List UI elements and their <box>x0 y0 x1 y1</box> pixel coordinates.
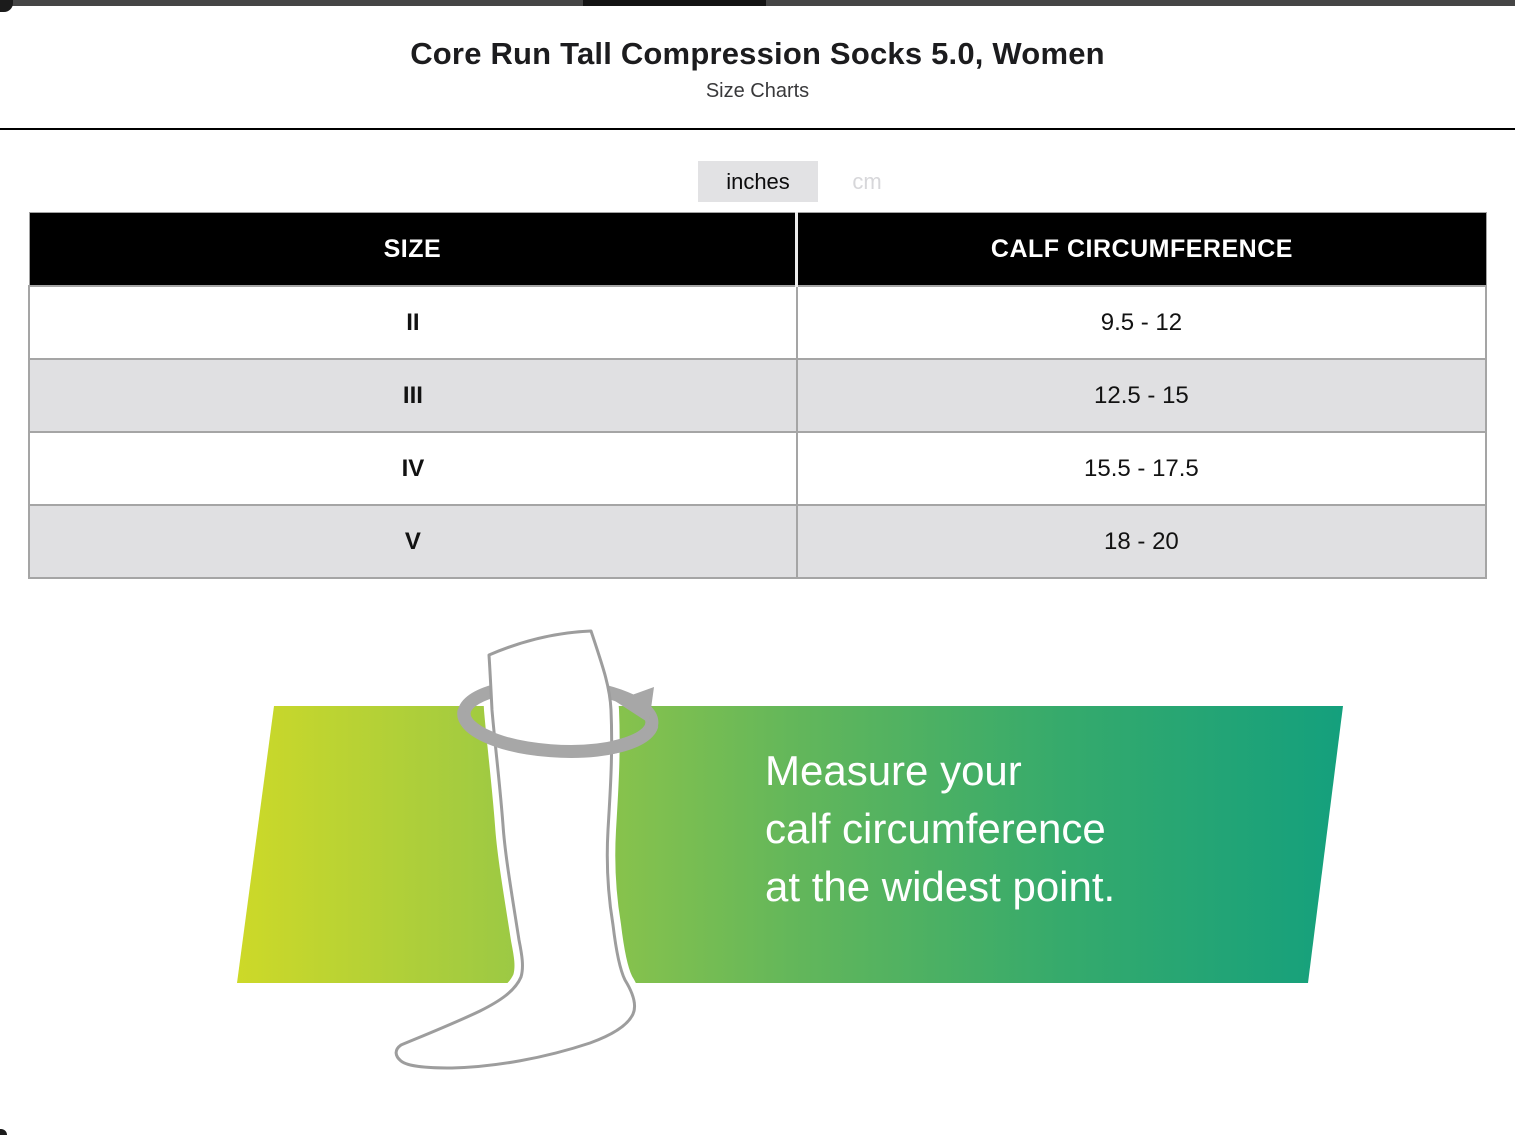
size-cell: IV <box>29 432 797 505</box>
caption-line-1: Measure your <box>765 747 1022 794</box>
page-title: Core Run Tall Compression Socks 5.0, Women <box>410 36 1105 71</box>
toggle-cm-button[interactable]: cm <box>852 169 882 194</box>
table-row <box>29 432 1486 505</box>
table-row <box>29 505 1486 578</box>
table-header-row <box>29 213 1486 287</box>
column-header-calf-circumference: CALF CIRCUMFERENCE <box>797 213 1486 287</box>
size-cell: V <box>29 505 797 578</box>
table-row <box>29 359 1486 432</box>
measurement-illustration <box>0 615 1515 1135</box>
calf-cell: 12.5 - 15 <box>797 359 1486 432</box>
size-cell: III <box>29 359 797 432</box>
caption-line-2: calf circumference <box>765 805 1106 852</box>
unit-toggle <box>698 161 896 202</box>
calf-cell: 9.5 - 12 <box>797 286 1486 359</box>
size-cell: II <box>29 286 797 359</box>
caption-line-3: at the widest point. <box>765 863 1116 910</box>
page-header <box>0 6 1515 130</box>
toggle-inches-button[interactable]: inches <box>698 161 818 202</box>
calf-cell: 15.5 - 17.5 <box>797 432 1486 505</box>
page-subtitle: Size Charts <box>705 80 810 102</box>
column-header-size: SIZE <box>29 213 797 287</box>
size-table <box>28 212 1487 579</box>
calf-cell: 18 - 20 <box>797 505 1486 578</box>
table-row <box>29 286 1486 359</box>
